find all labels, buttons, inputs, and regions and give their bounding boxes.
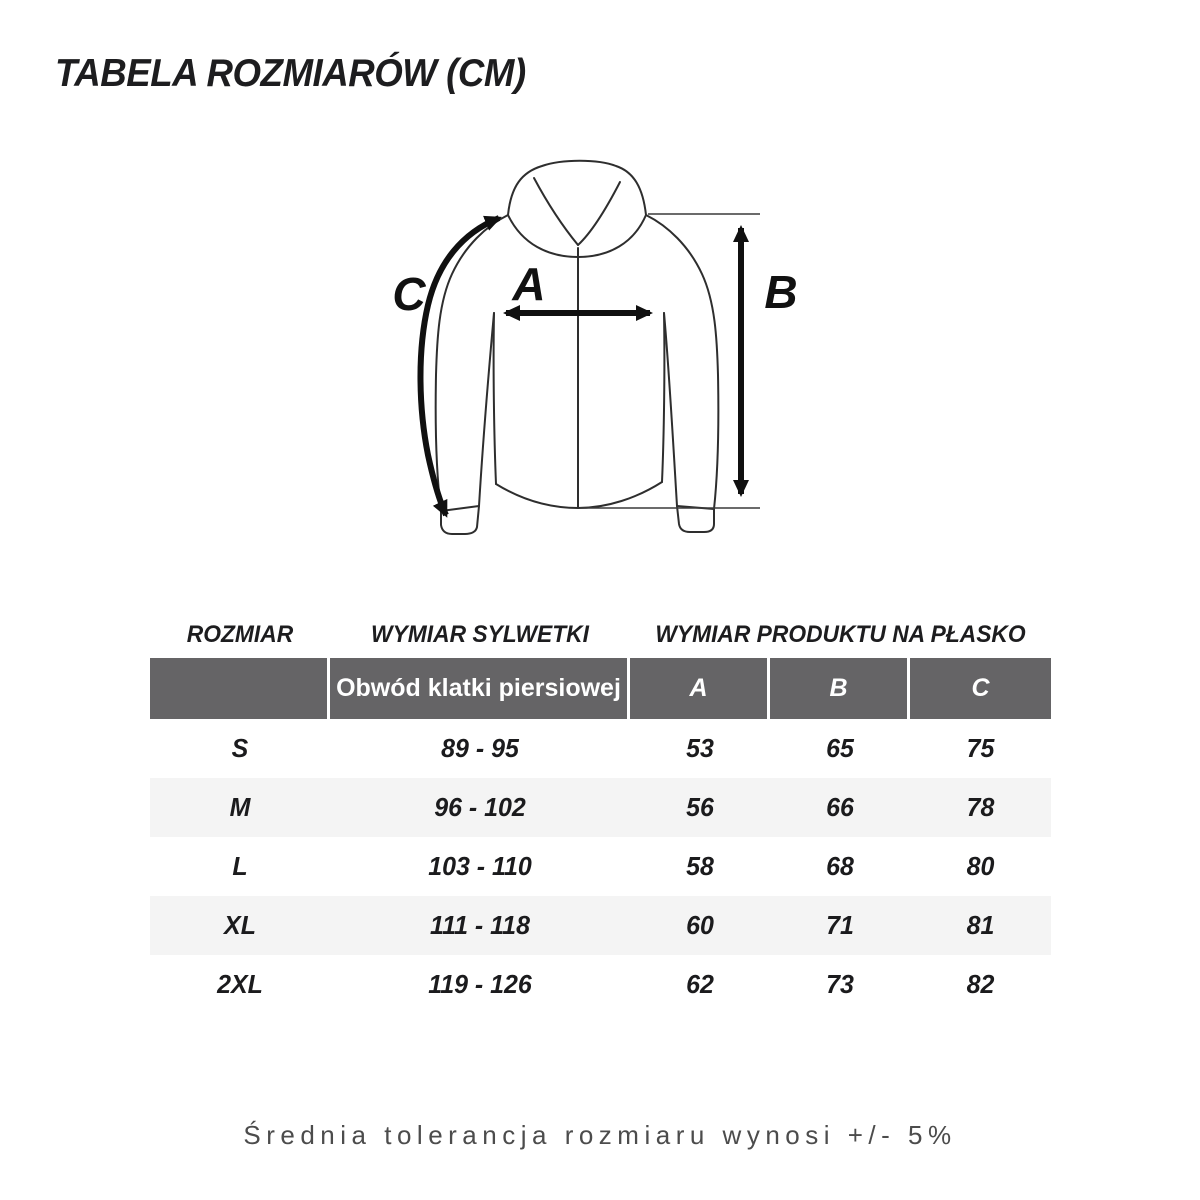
table-row [150,719,1051,778]
label-c: C [392,268,426,320]
table-group-headers [150,612,1051,658]
column-group-body-measure: WYMIAR SYLWETKI [371,621,589,648]
value-b-cell: 65 [826,733,854,763]
size-cell: L [232,851,248,881]
measure-reference-lines [580,214,760,508]
value-c-cell: 75 [966,733,995,763]
table-row [150,778,1051,837]
value-a-cell: 56 [686,792,714,822]
chest-cell: 96 - 102 [434,792,526,822]
size-cell: 2XL [217,969,263,999]
size-table [150,612,1051,1014]
value-a-cell: 53 [686,733,714,763]
value-a-cell: 62 [686,969,714,999]
header-size-cell [150,658,330,719]
table-header-row [150,658,1051,719]
value-c-cell: 78 [966,792,995,822]
chest-cell: 103 - 110 [428,851,532,881]
value-a-cell: 60 [686,910,714,940]
value-c-cell: 80 [966,851,995,881]
header-b-cell: B [770,658,910,719]
chest-cell: 119 - 126 [428,969,532,999]
size-cell: S [231,733,249,763]
garment-measurement-diagram [380,140,830,580]
chest-cell: 89 - 95 [441,733,519,763]
chest-cell: 111 - 118 [430,910,530,940]
size-cell: XL [224,910,256,940]
value-b-cell: 73 [826,969,854,999]
value-b-cell: 66 [826,792,854,822]
column-group-flat-measure: WYMIAR PRODUKTU NA PŁASKO [655,621,1026,648]
label-b: B [764,266,798,318]
label-a: A [512,258,546,310]
value-a-cell: 58 [686,851,714,881]
table-row [150,955,1051,1014]
value-c-cell: 81 [966,910,995,940]
measure-arrows [420,218,741,515]
column-group-size: ROZMIAR [186,621,294,648]
header-chest-cell: Obwód klatki piersiowej [330,658,630,719]
page-title: TABELA ROZMIARÓW (CM) [55,52,526,95]
size-cell: M [229,792,251,822]
jacket-outline-icon [436,161,719,534]
measure-arrow-c [420,218,499,515]
value-b-cell: 68 [826,851,854,881]
tolerance-note: Średnia tolerancja rozmiaru wynosi +/- 5% [243,1120,957,1150]
header-c-cell: C [971,674,990,702]
header-a-cell: A [630,658,770,719]
value-b-cell: 71 [826,910,854,940]
table-row [150,837,1051,896]
value-c-cell: 82 [966,969,995,999]
jacket-diagram-svg [380,140,830,580]
table-row [150,896,1051,955]
